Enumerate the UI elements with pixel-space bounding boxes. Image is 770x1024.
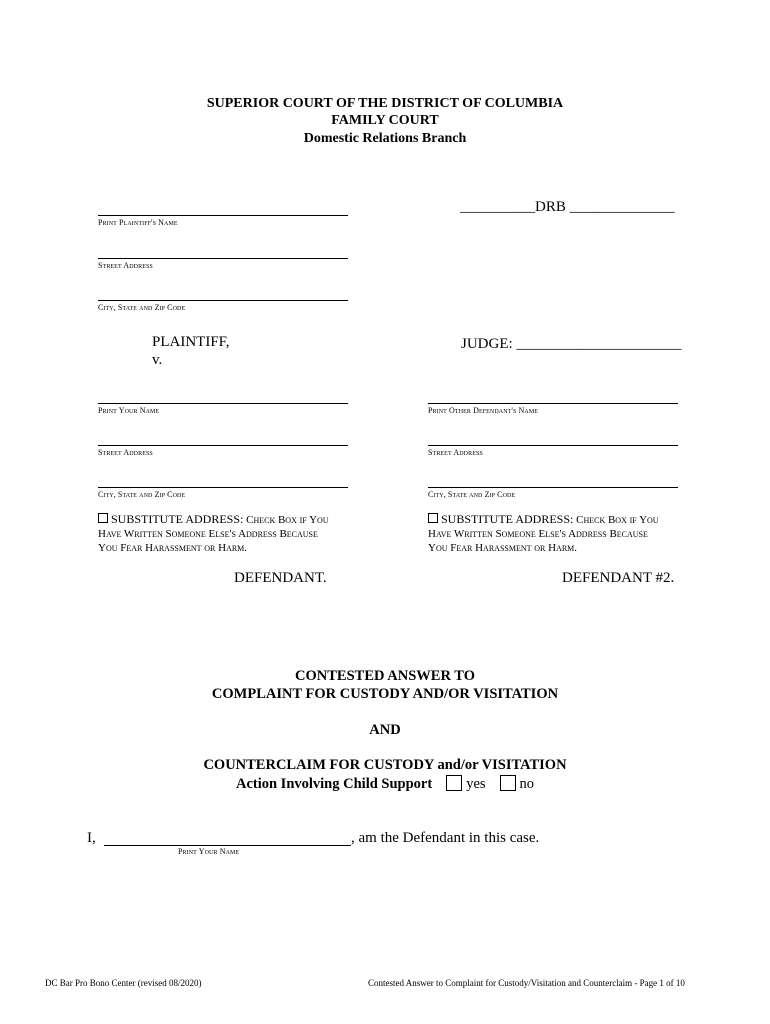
title-line-1: CONTESTED ANSWER TO	[295, 668, 475, 684]
defendant2-city-caption: City, State and Zip Code	[428, 490, 516, 499]
substitute-line-3: You Fear Harassment or Harm.	[98, 542, 248, 554]
plaintiff-city-caption: City, State and Zip Code	[98, 303, 186, 312]
court-division: FAMILY COURT	[331, 113, 439, 128]
child-support-no-checkbox[interactable]	[500, 775, 516, 791]
title-line-3: COUNTERCLAIM FOR CUSTODY and/or VISITATION	[203, 757, 567, 773]
plaintiff-name-line[interactable]	[98, 215, 348, 216]
no-label: no	[519, 776, 535, 792]
defendant-city-line[interactable]	[98, 487, 348, 488]
statement-suffix: , am the Defendant in this case.	[351, 830, 540, 846]
defendant2-street-caption: Street Address	[428, 448, 483, 457]
title-and: AND	[369, 722, 401, 738]
plaintiff-street-line[interactable]	[98, 258, 348, 259]
defendant2-name-line[interactable]	[428, 403, 678, 404]
plaintiff-city-line[interactable]	[98, 300, 348, 301]
defendant-city-caption: City, State and Zip Code	[98, 490, 186, 499]
defendant-name-caption: Print Your Name	[98, 406, 160, 415]
versus-label: v.	[152, 352, 163, 368]
judge-field[interactable]: JUDGE: ______________________	[461, 336, 682, 352]
substitute-head: SUBSTITUTE ADDRESS:	[111, 512, 244, 526]
defendant2-substitute-address	[428, 512, 688, 555]
defendant2-substitute-checkbox[interactable]	[428, 513, 438, 523]
substitute-head: SUBSTITUTE ADDRESS:	[441, 512, 574, 526]
defendant2-name-caption: Print Other Defendant's Name	[428, 406, 539, 415]
yes-label: yes	[466, 776, 486, 792]
substitute-tail: Check Box if You	[576, 514, 659, 526]
substitute-line-3: You Fear Harassment or Harm.	[428, 542, 578, 554]
defendant-name-line[interactable]	[98, 403, 348, 404]
defendant-street-line[interactable]	[98, 445, 348, 446]
child-support-row	[0, 775, 770, 793]
substitute-tail: Check Box if You	[246, 514, 329, 526]
defendant2-street-line[interactable]	[428, 445, 678, 446]
defendant2-city-line[interactable]	[428, 487, 678, 488]
statement-caption: Print Your Name	[178, 847, 240, 856]
case-number-field[interactable]: __________DRB ______________	[460, 199, 675, 215]
court-branch: Domestic Relations Branch	[303, 131, 467, 146]
court-name: SUPERIOR COURT OF THE DISTRICT OF COLUMBIA	[206, 96, 564, 111]
defendant-name-fill-line[interactable]	[104, 845, 351, 846]
child-support-label: Action Involving Child Support	[235, 776, 433, 792]
defendant-substitute-address	[98, 512, 358, 555]
plaintiff-role: PLAINTIFF,	[152, 334, 230, 350]
defendant-role: DEFENDANT.	[234, 570, 327, 586]
footer-left: DC Bar Pro Bono Center (revised 08/2020)	[45, 978, 202, 988]
defendant-street-caption: Street Address	[98, 448, 153, 457]
defendant2-role: DEFENDANT #2.	[562, 570, 675, 586]
plaintiff-name-caption: Print Plaintiff's Name	[98, 218, 178, 227]
title-line-2: COMPLAINT FOR CUSTODY AND/OR VISITATION	[211, 686, 559, 702]
substitute-line-2: Have Written Someone Else's Address Because	[98, 528, 318, 540]
plaintiff-street-caption: Street Address	[98, 261, 153, 270]
substitute-line-2: Have Written Someone Else's Address Because	[428, 528, 648, 540]
child-support-yes-checkbox[interactable]	[446, 775, 462, 791]
footer-right: Contested Answer to Complaint for Custody/Visitation and Counterclaim - Page 1 of 10	[368, 978, 685, 988]
statement-prefix: I,	[87, 830, 96, 846]
defendant-substitute-checkbox[interactable]	[98, 513, 108, 523]
